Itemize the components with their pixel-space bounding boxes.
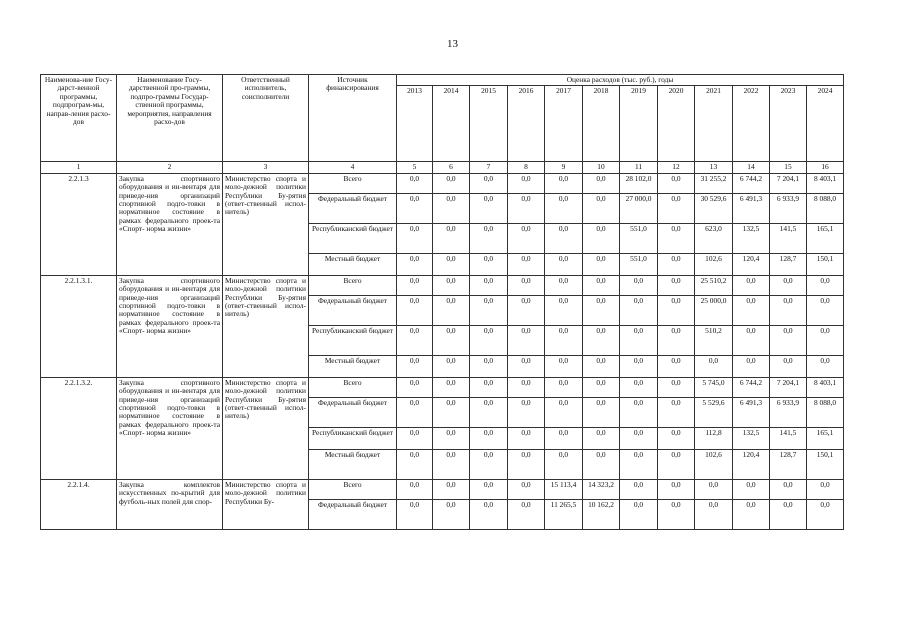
- value-cell: 0,0: [470, 355, 508, 377]
- value-cell: 623,0: [695, 223, 733, 253]
- value-cell: 0,0: [770, 499, 807, 529]
- column-index: 11: [620, 162, 658, 173]
- header-year: 2022: [733, 86, 770, 162]
- column-index: 15: [770, 162, 807, 173]
- value-cell: 0,0: [620, 355, 658, 377]
- value-cell: 0,0: [433, 253, 470, 275]
- value-cell: 0,0: [620, 275, 658, 295]
- value-cell: 0,0: [470, 253, 508, 275]
- value-cell: 0,0: [470, 173, 508, 193]
- value-cell: 0,0: [470, 295, 508, 325]
- value-cell: 0,0: [733, 295, 770, 325]
- value-cell: 0,0: [545, 253, 583, 275]
- value-cell: 0,0: [545, 275, 583, 295]
- row-code: 2.2.1.3.2.: [41, 377, 117, 479]
- column-index: 12: [658, 162, 695, 173]
- row-event-name: Закупка комплектов искусственных по-крытий для футболь-ных полей для спор-: [117, 479, 223, 529]
- row-funding-source: Федеральный бюджет: [309, 499, 397, 529]
- value-cell: 120,4: [733, 449, 770, 479]
- column-index: 9: [545, 162, 583, 173]
- value-cell: 0,0: [658, 275, 695, 295]
- value-cell: 0,0: [470, 325, 508, 355]
- value-cell: 0,0: [397, 427, 433, 449]
- value-cell: 27 000,0: [620, 193, 658, 223]
- row-funding-source: Республиканский бюджет: [309, 427, 397, 449]
- value-cell: 0,0: [583, 253, 620, 275]
- value-cell: 0,0: [433, 173, 470, 193]
- row-funding-source: Местный бюджет: [309, 355, 397, 377]
- value-cell: 0,0: [620, 449, 658, 479]
- value-cell: 0,0: [620, 377, 658, 397]
- value-cell: 0,0: [545, 355, 583, 377]
- value-cell: 0,0: [397, 223, 433, 253]
- value-cell: 120,4: [733, 253, 770, 275]
- value-cell: 28 102,0: [620, 173, 658, 193]
- column-index: 1: [41, 162, 117, 173]
- value-cell: 102,6: [695, 253, 733, 275]
- value-cell: 7 204,1: [770, 173, 807, 193]
- value-cell: 0,0: [583, 173, 620, 193]
- value-cell: 150,1: [807, 449, 844, 479]
- value-cell: 0,0: [397, 295, 433, 325]
- value-cell: 0,0: [658, 223, 695, 253]
- value-cell: 0,0: [733, 275, 770, 295]
- value-cell: 0,0: [658, 499, 695, 529]
- value-cell: 0,0: [508, 479, 545, 499]
- value-cell: 25 510,2: [695, 275, 733, 295]
- value-cell: 11 265,5: [545, 499, 583, 529]
- value-cell: 0,0: [620, 295, 658, 325]
- header-year: 2015: [470, 86, 508, 162]
- row-event-name: Закупка спортивного оборудования и ин-вентаря для приведе-ния организаций спортивной подго-товки в нормативное состояние в рамках федерального проек-та «Спорт- норма жизни»: [117, 275, 223, 377]
- column-index: 13: [695, 162, 733, 173]
- value-cell: 0,0: [470, 479, 508, 499]
- value-cell: 0,0: [620, 397, 658, 427]
- value-cell: 8 088,0: [807, 193, 844, 223]
- value-cell: 6 744,2: [733, 173, 770, 193]
- value-cell: 0,0: [470, 275, 508, 295]
- value-cell: 0,0: [583, 295, 620, 325]
- value-cell: 0,0: [695, 355, 733, 377]
- value-cell: 7 204,1: [770, 377, 807, 397]
- header-year: 2017: [545, 86, 583, 162]
- value-cell: 0,0: [620, 499, 658, 529]
- value-cell: 25 000,0: [695, 295, 733, 325]
- value-cell: 6 933,9: [770, 193, 807, 223]
- row-funding-source: Всего: [309, 275, 397, 295]
- value-cell: 0,0: [658, 479, 695, 499]
- value-cell: 0,0: [433, 377, 470, 397]
- value-cell: 15 113,4: [545, 479, 583, 499]
- value-cell: 0,0: [658, 355, 695, 377]
- value-cell: 0,0: [545, 295, 583, 325]
- value-cell: 0,0: [583, 325, 620, 355]
- value-cell: 0,0: [583, 355, 620, 377]
- value-cell: 0,0: [545, 193, 583, 223]
- value-cell: 510,2: [695, 325, 733, 355]
- column-index: 2: [117, 162, 223, 173]
- value-cell: 150,1: [807, 253, 844, 275]
- header-event-name: Наименование Госу-дарственной про-граммы, подпро-граммы Государ-ственной программы, мероприятия, направления расхо-дов: [117, 75, 223, 162]
- value-cell: 0,0: [583, 223, 620, 253]
- value-cell: 0,0: [583, 193, 620, 223]
- row-event-name: Закупка спортивного оборудования и ин-вентаря для приведе-ния организаций спортивной подго-товки в нормативное состояние в рамках федерального проек-та «Спорт- норма жизни»: [117, 173, 223, 275]
- table-row: [41, 275, 844, 295]
- value-cell: 0,0: [508, 427, 545, 449]
- value-cell: 0,0: [658, 325, 695, 355]
- value-cell: 0,0: [695, 499, 733, 529]
- value-cell: 0,0: [397, 397, 433, 427]
- value-cell: 0,0: [658, 193, 695, 223]
- value-cell: 6 491,3: [733, 397, 770, 427]
- row-code: 2.2.1.4.: [41, 479, 117, 529]
- value-cell: 0,0: [397, 449, 433, 479]
- value-cell: 0,0: [545, 377, 583, 397]
- value-cell: 0,0: [545, 173, 583, 193]
- value-cell: 5 745,0: [695, 377, 733, 397]
- value-cell: 0,0: [545, 223, 583, 253]
- row-code: 2.2.1.3.1.: [41, 275, 117, 377]
- value-cell: 6 744,2: [733, 377, 770, 397]
- value-cell: 0,0: [508, 223, 545, 253]
- row-funding-source: Всего: [309, 479, 397, 499]
- value-cell: 8 403,1: [807, 173, 844, 193]
- page-number: 13: [447, 38, 458, 50]
- value-cell: 0,0: [807, 325, 844, 355]
- row-funding-source: Федеральный бюджет: [309, 295, 397, 325]
- value-cell: 0,0: [433, 397, 470, 427]
- value-cell: 141,5: [770, 223, 807, 253]
- value-cell: 0,0: [807, 499, 844, 529]
- value-cell: 102,6: [695, 449, 733, 479]
- header-year: 2014: [433, 86, 470, 162]
- value-cell: 0,0: [620, 427, 658, 449]
- value-cell: 551,0: [620, 223, 658, 253]
- value-cell: 132,5: [733, 223, 770, 253]
- value-cell: 0,0: [508, 377, 545, 397]
- value-cell: 0,0: [397, 499, 433, 529]
- value-cell: 0,0: [658, 295, 695, 325]
- value-cell: 0,0: [397, 479, 433, 499]
- column-index: 6: [433, 162, 470, 173]
- value-cell: 0,0: [770, 325, 807, 355]
- value-cell: 0,0: [583, 275, 620, 295]
- header-year: 2023: [770, 86, 807, 162]
- value-cell: 0,0: [508, 275, 545, 295]
- row-funding-source: Местный бюджет: [309, 449, 397, 479]
- value-cell: 0,0: [583, 397, 620, 427]
- value-cell: 0,0: [508, 499, 545, 529]
- value-cell: 0,0: [733, 325, 770, 355]
- value-cell: 0,0: [397, 193, 433, 223]
- row-funding-source: Республиканский бюджет: [309, 325, 397, 355]
- value-cell: 0,0: [770, 355, 807, 377]
- row-funding-source: Федеральный бюджет: [309, 397, 397, 427]
- row-funding-source: Республиканский бюджет: [309, 223, 397, 253]
- value-cell: 0,0: [470, 427, 508, 449]
- value-cell: 5 529,6: [695, 397, 733, 427]
- value-cell: 132,5: [733, 427, 770, 449]
- value-cell: 30 529,6: [695, 193, 733, 223]
- value-cell: 14 323,2: [583, 479, 620, 499]
- column-index: 4: [309, 162, 397, 173]
- value-cell: 0,0: [470, 499, 508, 529]
- value-cell: 0,0: [545, 427, 583, 449]
- value-cell: 6 933,9: [770, 397, 807, 427]
- table-row: [41, 479, 844, 499]
- value-cell: 551,0: [620, 253, 658, 275]
- value-cell: 165,1: [807, 223, 844, 253]
- value-cell: 0,0: [807, 479, 844, 499]
- value-cell: 0,0: [583, 377, 620, 397]
- column-index: 7: [470, 162, 508, 173]
- value-cell: 0,0: [508, 173, 545, 193]
- value-cell: 0,0: [470, 223, 508, 253]
- column-index: 16: [807, 162, 844, 173]
- value-cell: 0,0: [508, 325, 545, 355]
- value-cell: 0,0: [807, 275, 844, 295]
- value-cell: 0,0: [733, 355, 770, 377]
- row-executor: Министерство спорта и моло-дежной политики Республики Бу-: [223, 479, 309, 529]
- value-cell: 0,0: [545, 449, 583, 479]
- table-row: [41, 377, 844, 397]
- value-cell: 0,0: [433, 427, 470, 449]
- value-cell: 141,5: [770, 427, 807, 449]
- value-cell: 112,8: [695, 427, 733, 449]
- value-cell: 0,0: [658, 427, 695, 449]
- column-index: 14: [733, 162, 770, 173]
- value-cell: 0,0: [433, 449, 470, 479]
- value-cell: 8 403,1: [807, 377, 844, 397]
- value-cell: 0,0: [508, 449, 545, 479]
- header-expense-estimate: Оценка расходов (тыс. руб.), годы: [397, 75, 844, 86]
- value-cell: 165,1: [807, 427, 844, 449]
- value-cell: 0,0: [433, 223, 470, 253]
- value-cell: 0,0: [620, 479, 658, 499]
- header-funding-source: Источник финансирования: [309, 75, 397, 162]
- value-cell: 0,0: [508, 295, 545, 325]
- header-program-name: Наименова-ние Госу-дарст-венной программы, подпрограм-мы, направ-ления расхо-дов: [41, 75, 117, 162]
- value-cell: 0,0: [508, 355, 545, 377]
- value-cell: 0,0: [583, 427, 620, 449]
- value-cell: 0,0: [470, 397, 508, 427]
- budget-table: [40, 74, 844, 530]
- row-code: 2.2.1.3: [41, 173, 117, 275]
- value-cell: 0,0: [397, 325, 433, 355]
- row-executor: Министерство спорта и моло-дежной политики Республики Бу-рятия (ответ-ственный испол-нитель): [223, 377, 309, 479]
- value-cell: 0,0: [807, 355, 844, 377]
- value-cell: 0,0: [433, 275, 470, 295]
- value-cell: 0,0: [733, 479, 770, 499]
- table-row: [41, 173, 844, 193]
- row-funding-source: Всего: [309, 173, 397, 193]
- row-funding-source: Местный бюджет: [309, 253, 397, 275]
- value-cell: 0,0: [770, 479, 807, 499]
- value-cell: 0,0: [397, 173, 433, 193]
- row-event-name: Закупка спортивного оборудования и ин-вентаря для приведе-ния организаций спортивной подго-товки в нормативное состояние в рамках федерального проек-та «Спорт- норма жизни»: [117, 377, 223, 479]
- value-cell: 0,0: [770, 295, 807, 325]
- value-cell: 0,0: [770, 275, 807, 295]
- row-funding-source: Всего: [309, 377, 397, 397]
- column-index: 10: [583, 162, 620, 173]
- value-cell: 6 491,3: [733, 193, 770, 223]
- header-year: 2024: [807, 86, 844, 162]
- value-cell: 0,0: [470, 193, 508, 223]
- header-year: 2021: [695, 86, 733, 162]
- value-cell: 0,0: [433, 355, 470, 377]
- value-cell: 0,0: [583, 449, 620, 479]
- value-cell: 10 162,2: [583, 499, 620, 529]
- value-cell: 0,0: [433, 193, 470, 223]
- column-index: 5: [397, 162, 433, 173]
- value-cell: 0,0: [620, 325, 658, 355]
- row-funding-source: Федеральный бюджет: [309, 193, 397, 223]
- value-cell: 0,0: [695, 479, 733, 499]
- header-year: 2020: [658, 86, 695, 162]
- value-cell: 0,0: [545, 325, 583, 355]
- header-executor: Ответственный исполнитель, соисполнители: [223, 75, 309, 162]
- value-cell: 0,0: [508, 253, 545, 275]
- value-cell: 128,7: [770, 253, 807, 275]
- header-year: 2019: [620, 86, 658, 162]
- value-cell: 0,0: [470, 377, 508, 397]
- row-executor: Министерство спорта и моло-дежной политики Республики Бу-рятия (ответ-ственный испол-нитель): [223, 275, 309, 377]
- value-cell: 0,0: [658, 397, 695, 427]
- value-cell: 0,0: [397, 253, 433, 275]
- value-cell: 0,0: [807, 295, 844, 325]
- value-cell: 0,0: [397, 355, 433, 377]
- value-cell: 0,0: [397, 377, 433, 397]
- header-year: 2016: [508, 86, 545, 162]
- value-cell: 0,0: [658, 449, 695, 479]
- value-cell: 0,0: [508, 193, 545, 223]
- value-cell: 8 088,0: [807, 397, 844, 427]
- value-cell: 0,0: [733, 499, 770, 529]
- column-index: 3: [223, 162, 309, 173]
- header-year: 2013: [397, 86, 433, 162]
- value-cell: 0,0: [470, 449, 508, 479]
- value-cell: 0,0: [433, 295, 470, 325]
- value-cell: 31 255,2: [695, 173, 733, 193]
- value-cell: 128,7: [770, 449, 807, 479]
- value-cell: 0,0: [658, 377, 695, 397]
- header-year: 2018: [583, 86, 620, 162]
- value-cell: 0,0: [433, 479, 470, 499]
- value-cell: 0,0: [433, 499, 470, 529]
- value-cell: 0,0: [658, 173, 695, 193]
- value-cell: 0,0: [508, 397, 545, 427]
- row-executor: Министерство спорта и моло-дежной политики Республики Бу-рятия (ответ-ственный испол-нитель): [223, 173, 309, 275]
- value-cell: 0,0: [397, 275, 433, 295]
- value-cell: 0,0: [433, 325, 470, 355]
- value-cell: 0,0: [545, 397, 583, 427]
- column-index: 8: [508, 162, 545, 173]
- value-cell: 0,0: [658, 253, 695, 275]
